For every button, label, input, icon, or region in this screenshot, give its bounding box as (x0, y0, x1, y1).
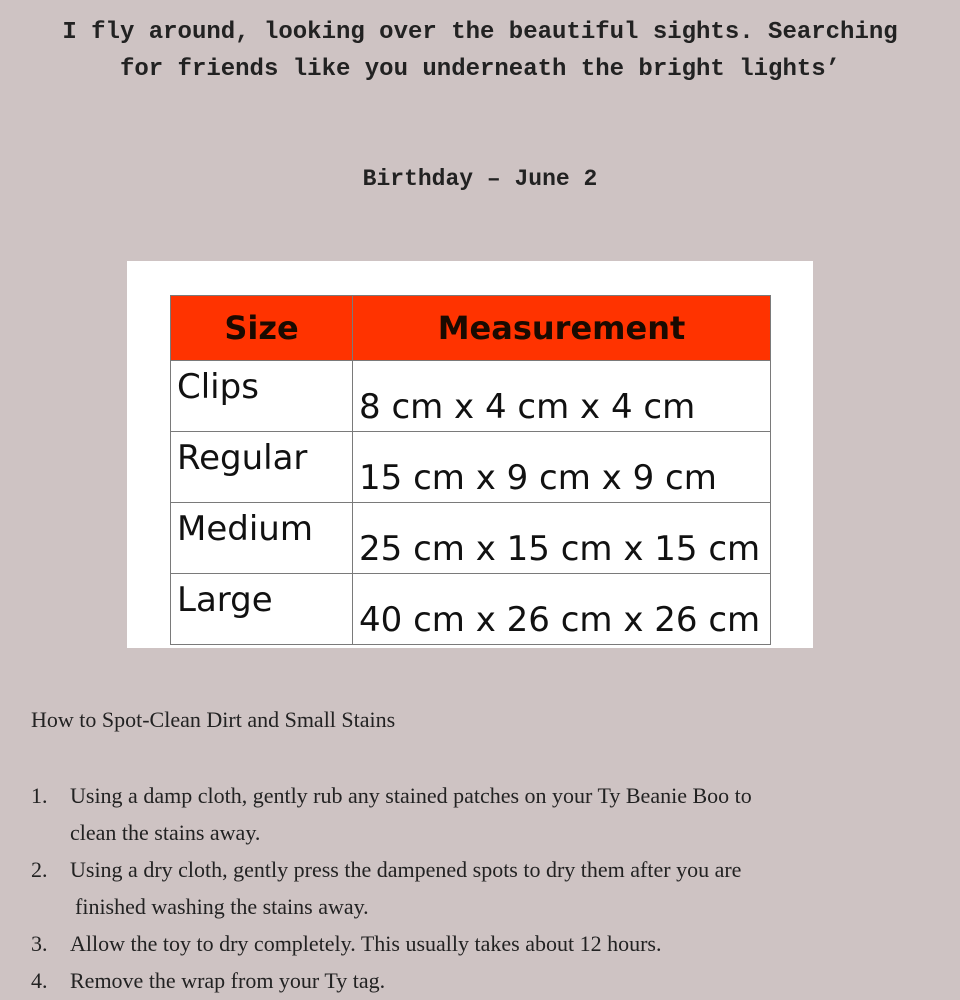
measurement-cell: 25 cm x 15 cm x 15 cm (353, 503, 771, 574)
size-cell: Regular (171, 432, 353, 503)
care-steps-list (31, 777, 931, 999)
step-text-line: Allow the toy to dry completely. This usually takes about 12 hours. (70, 931, 662, 956)
list-item (31, 777, 931, 851)
step-text-line: Using a damp cloth, gently rub any stained patches on your Ty Beanie Boo to (70, 783, 752, 808)
step-text-line: finished washing the stains away. (75, 894, 369, 919)
size-cell: Large (171, 574, 353, 645)
size-table-card (127, 261, 813, 648)
measurement-cell: 15 cm x 9 cm x 9 cm (353, 432, 771, 503)
list-item (31, 851, 931, 925)
size-cell: Medium (171, 503, 353, 574)
table-row (171, 574, 771, 645)
header-size: Size (171, 296, 353, 361)
table-row (171, 361, 771, 432)
size-cell: Clips (171, 361, 353, 432)
header-measurement: Measurement (353, 296, 771, 361)
step-number: 3. (31, 931, 48, 956)
step-text-line: clean the stains away. (70, 820, 261, 845)
table-header-row (171, 296, 771, 361)
birthday-text: Birthday – June 2 (362, 166, 598, 192)
poem-line-1: I fly around, looking over the beautiful sights. Searching (62, 19, 898, 46)
size-table (170, 295, 771, 645)
step-number: 1. (31, 783, 48, 808)
list-item (31, 925, 931, 962)
step-number: 2. (31, 857, 48, 882)
measurement-cell: 40 cm x 26 cm x 26 cm (353, 574, 771, 645)
measurement-cell: 8 cm x 4 cm x 4 cm (353, 361, 771, 432)
poem-line-2: for friends like you underneath the bright lights’ (119, 56, 841, 83)
poem (0, 14, 960, 88)
list-item (31, 962, 931, 999)
step-text-line: Using a dry cloth, gently press the dampened spots to dry them after you are (70, 857, 742, 882)
step-text-line: Remove the wrap from your Ty tag. (70, 968, 386, 993)
table-row (171, 503, 771, 574)
table-row (171, 432, 771, 503)
care-heading: How to Spot-Clean Dirt and Small Stains (31, 707, 396, 732)
step-number: 4. (31, 968, 48, 993)
